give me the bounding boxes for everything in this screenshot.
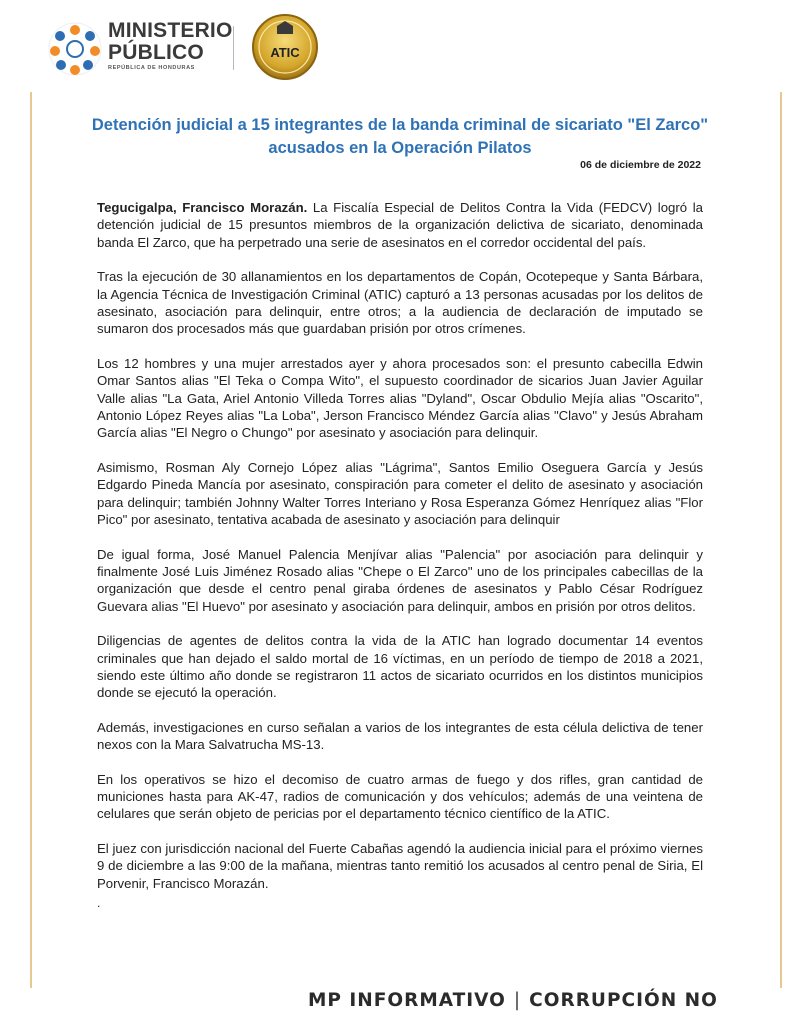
lead-paragraph xyxy=(97,199,703,251)
footer-slogan xyxy=(308,990,718,1011)
footer-right-text: CORRUPCIÓN NO xyxy=(529,990,718,1011)
paragraph: De igual forma, José Manuel Palencia Menjívar alias "Palencia" por asociación para delinquir y finalmente José Luis Jiménez Rosado alias "Chepe o El Zarco" uno de los principales cabecillas de la organización que desde el centro penal giraba órdenes de asesinatos y Pablo César Rodríguez Guevara alias "El Huevo" por asesinato y asociación para delinquir, ambos en prisión por otros delitos. xyxy=(97,546,703,614)
header xyxy=(0,0,799,92)
logo-line-1: MINISTERIO xyxy=(108,19,233,42)
atic-badge-icon xyxy=(250,12,320,82)
paragraph: El juez con jurisdicción nacional del Fuerte Cabañas agendó la audiencia inicial para el próximo viernes 9 de diciembre a las 9:00 de la mañana, mientras tanto remitió los acusados al centro penal de Siria, El Porvenir, Francisco Morazán. xyxy=(97,840,703,891)
paragraph: Tras la ejecución de 30 allanamientos en los departamentos de Copán, Ocotepeque y Santa Bárbara, la Agencia Técnica de Investigación Criminal (ATIC) capturó a 13 personas acusadas por los delitos de asesinato, asociación para delinquir, entre otros; a la audiencia de declaración de imputado se sumaron dos procesados más que guardaban prisión por otros crímenes. xyxy=(97,269,703,337)
paragraph: Diligencias de agentes de delitos contra la vida de la ATIC han logrado documentar 14 eventos criminales que han dejado el saldo mortal de 16 víctimas, en un período de tiempo de 2018 a 2021, siendo este último año donde se registraron 11 actos de sicariato ocurridos en los distintos municipios donde se ejecutó la operación. xyxy=(97,633,703,701)
article-body xyxy=(97,199,703,912)
article-date: 06 de diciembre de 2022 xyxy=(580,159,701,171)
paragraph: Los 12 hombres y una mujer arrestados ayer y ahora procesados son: el presunto cabecilla Edwin Omar Santos alias "El Teka o Compa Wito", el supuesto coordinador de sicarios Juan Javier Aguilar Valle alias "La Gata, Ariel Antonio Villeda Torres alias "Dyland", Oscar Obdulio Mejía alias "Oscarito", Antonio López Reyes alias "La Loba", Jerson Francisco Méndez García alias "Clavo" y Jesús Abraham García alias "El Negro o Chungo" por asesinato y asociación para delinquir. xyxy=(97,355,703,441)
atic-badge-text: ATIC xyxy=(270,45,300,60)
paragraph: Asimismo, Rosman Aly Cornejo López alias "Lágrima", Santos Emilio Oseguera García y Jesús Edgardo Pineda Mancía por asesinato, conspiración para cometer el delito de asesinato y asociación para delinquir; también Johnny Walter Torres Interiano y Rosa Esperanza Gómez Henríquez alias "Flor Pico" por asesinato, tentativa acabada de asesinato y asociación para delinquir xyxy=(97,459,703,528)
lead-text: La Fiscalía Especial de Delitos Contra la Vida (FEDCV) logró la detención judicial de 15 presuntos miembros de la organización delictiva de sicariato, denominada banda El Zarco, que ha perpetrado una serie de asesinatos en el corredor occidental del país. xyxy=(97,200,703,250)
logo-line-2: PÚBLICO xyxy=(108,41,204,64)
logo-divider xyxy=(233,26,234,70)
ministerio-publico-logo-icon xyxy=(48,22,102,76)
logo-line-3: REPÚBLICA DE HONDURAS xyxy=(108,65,195,71)
article-title: Detención judicial a 15 integrantes de la banda criminal de sicariato "El Zarco" acusados en la Operación Pilatos xyxy=(91,116,709,157)
footer-separator: | xyxy=(513,990,522,1011)
footer-left-text: MP INFORMATIVO xyxy=(308,990,506,1011)
paragraph: En los operativos se hizo el decomiso de cuatro armas de fuego y dos rifles, gran cantidad de municiones hasta para AK-47, radios de comunicación y dos vehículos; además de una veintena de celulares que serán objeto de pericias por el departamento técnico científico de la ATIC. xyxy=(97,771,703,822)
lead-location: Tegucigalpa, Francisco Morazán. xyxy=(97,200,308,215)
trailing-mark: . xyxy=(97,896,101,910)
ministerio-publico-logo xyxy=(108,20,233,71)
paragraph: Además, investigaciones en curso señalan a varios de los integrantes de esta célula delictiva de tener nexos con la Mara Salvatrucha MS-13. xyxy=(97,719,703,753)
